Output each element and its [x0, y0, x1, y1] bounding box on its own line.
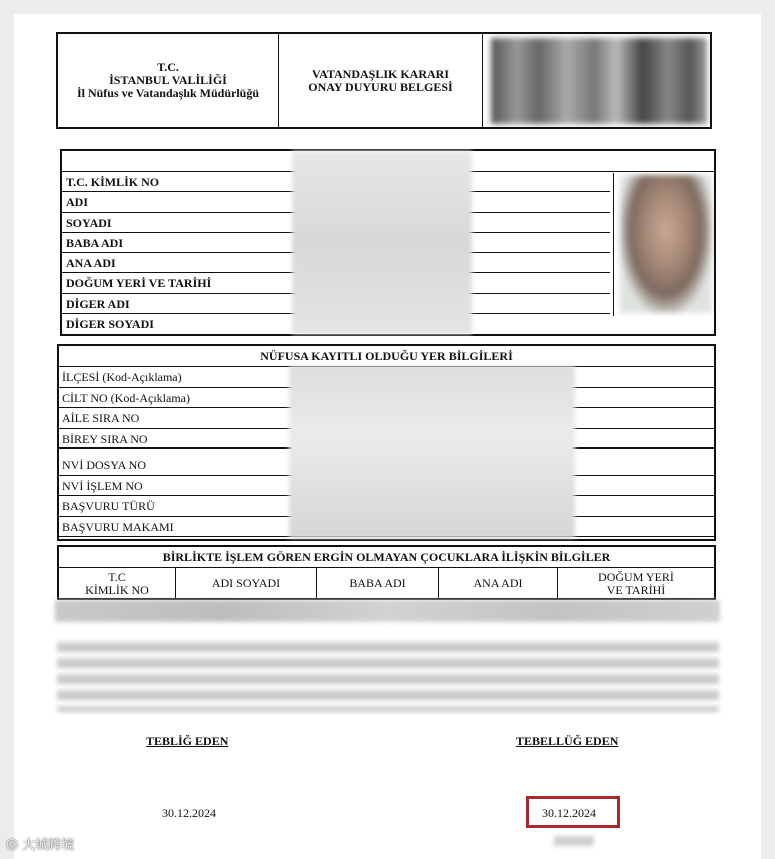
document-title-line2: ONAY DUYURU BELGESİ: [308, 79, 453, 94]
row-adi: ADI: [62, 192, 610, 212]
row-dogum-yeri-tarihi: DOĞUM YERİ VE TARİHİ: [62, 273, 610, 293]
row-ana-adi: ANA ADI: [62, 253, 610, 273]
tebellug-eden-label: TEBELLÜĞ EDEN: [516, 734, 619, 748]
row-baba-adi: BABA ADI: [62, 233, 610, 253]
issuer-office: İSTANBUL VALİLİĞİ: [109, 73, 227, 87]
issuer-block: [58, 34, 279, 127]
row-ilcesi: İLÇESİ (Kod-Açıklama): [59, 367, 714, 388]
document-header: [56, 32, 712, 129]
row-nvi-islem-no: NVİ İŞLEM NO: [59, 476, 714, 497]
redacted-photo: [620, 175, 712, 313]
watermark: [6, 834, 74, 853]
teblig-eden-label: TEBLİĞ EDEN: [146, 734, 229, 748]
row-aile-sira-no: AİLE SIRA NO: [59, 408, 714, 429]
row-soyadi: SOYADI: [62, 213, 610, 233]
redacted-paragraph: [57, 642, 719, 712]
col-dogum-yeri-tarihi: [558, 568, 714, 599]
col-dogum-line1: DOĞUM YERİ: [598, 569, 674, 584]
row-cilt-no: CİLT NO (Kod-Açıklama): [59, 388, 714, 409]
barcode-area: [483, 34, 710, 127]
redacted-registry-values: [289, 366, 575, 538]
teblig-date: 30.12.2024: [162, 806, 216, 820]
row-basvuru-makami: BAŞVURU MAKAMI: [59, 517, 714, 538]
issuer-directorate: İl Nüfus ve Vatandaşlık Müdürlüğü: [76, 86, 260, 100]
camera-icon: ◎: [6, 835, 19, 852]
col-dogum-line2: VE TARİHİ: [606, 582, 666, 597]
row-nvi-dosya-no: NVİ DOSYA NO: [59, 455, 714, 476]
tebellug-date: 30.12.2024: [542, 806, 596, 820]
children-title: BİRLİKTE İŞLEM GÖREN ERGİN OLMAYAN ÇOCUKLARA İLİŞKİN BİLGİLER: [59, 547, 714, 568]
redacted-signature: [554, 836, 594, 846]
document-page: [14, 14, 761, 859]
row-basvuru-turu: BAŞVURU TÜRÜ: [59, 496, 714, 517]
redacted-barcode: [491, 38, 707, 124]
row-tc-kimlik-no: T.C. KİMLİK NO: [62, 172, 610, 192]
registry-info-table: [57, 344, 716, 541]
col-adi-soyadi: ADI SOYADI: [176, 568, 317, 599]
col-baba-adi: BABA ADI: [317, 568, 439, 599]
person-info-table: [60, 149, 716, 336]
row-birey-sira-no: BİREY SIRA NO: [59, 429, 714, 450]
children-info-table: [57, 545, 716, 600]
issuer-country: T.C.: [157, 60, 179, 74]
redacted-person-values: [292, 151, 472, 334]
registry-title: NÜFUSA KAYITLI OLDUĞU YER BİLGİLERİ: [59, 346, 714, 367]
row-diger-adi: DİGER ADI: [62, 294, 610, 314]
children-header-row: [59, 568, 714, 599]
document-title-line1: VATANDAŞLIK KARARI: [311, 66, 450, 81]
col-tc-line2: KİMLİK NO: [85, 582, 149, 597]
person-photo: [613, 173, 714, 316]
col-tc-line1: T.C: [108, 569, 126, 584]
col-ana-adi: ANA ADI: [439, 568, 558, 599]
redacted-children-row: [55, 600, 720, 622]
row-diger-soyadi: DİGER SOYADI: [66, 317, 154, 332]
watermark-text: 大城跨境: [22, 838, 75, 853]
document-title-block: [279, 34, 483, 127]
col-tc-kimlik-no: [59, 568, 176, 599]
